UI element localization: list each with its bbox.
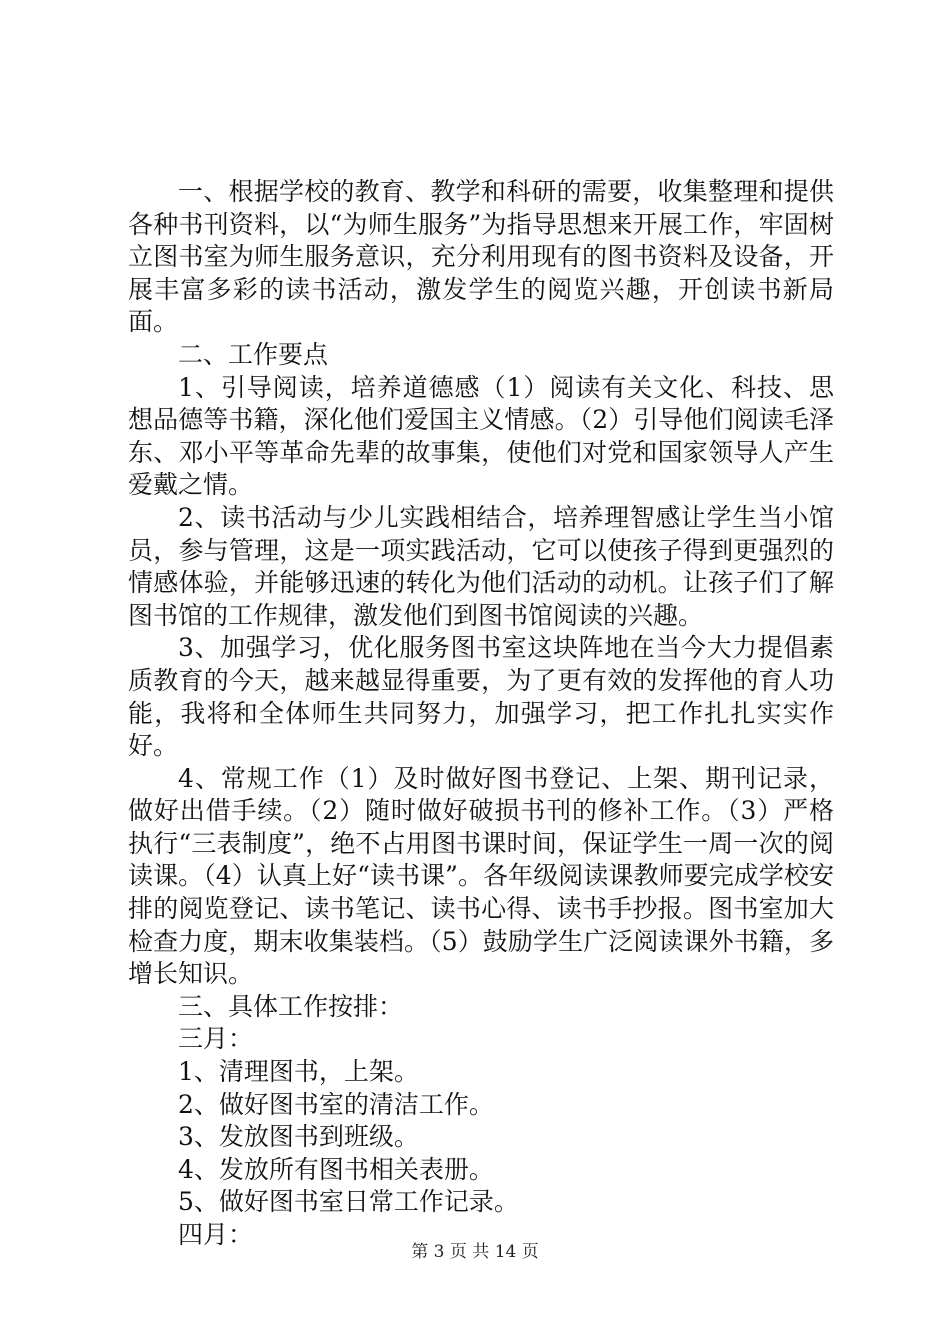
list-item: 1、清理图书，上架。 [178,1057,419,1087]
document-body [128,176,834,1252]
section-heading-schedule: 三、具体工作按排： [178,991,404,1021]
list-item: 4、发放所有图书相关表册。 [178,1154,494,1184]
paragraph-point-1: 1、引导阅读，培养道德感（1）阅读有关文化、科技、思想品德等书籍，深化他们爱国主义情感。（2）引导他们阅读毛泽东、邓小平等革命先辈的故事集，使他们对党和国家领导人产生爱戴之情。 [128,372,834,500]
section-heading-work-points: 二、工作要点 [178,339,329,369]
month-heading-april: 四月： [178,1220,254,1249]
paragraph-point-2: 2、读书活动与少儿实践相结合，培养理智感让学生当小馆员，参与管理，这是一项实践活动，它可以使孩子得到更强烈的情感体验，并能够迅速的转化为他们活动的动机。让孩子们了解图书馆的工作规律，激发他们到图书馆阅读的兴趣。 [128,502,834,630]
list-item: 2、做好图书室的清洁工作。 [178,1089,494,1119]
paragraph-intro: 一、根据学校的教育、教学和科研的需要，收集整理和提供各种书刊资料，以“为师生服务”为指导思想来开展工作，牢固树立图书室为师生服务意识，充分利用现有的图书资料及设备，开展丰富多彩的读书活动，激发学生的阅览兴趣，开创读书新局面。 [128,177,834,337]
paragraph-point-3: 3、加强学习，优化服务图书室这块阵地在当今大力提倡素质教育的今天，越来越显得重要，为了更有效的发挥他的育人功能，我将和全体师生共同努力，加强学习，把工作扎扎实实作好。 [128,633,834,761]
paragraph-point-4: 4、常规工作（1）及时做好图书登记、上架、期刊记录，做好出借手续。（2）随时做好破损书刊的修补工作。（3）严格执行“三表制度”，绝不占用图书课时间，保证学生一周一次的阅读课。（4）认真上好“读书课”。各年级阅读课教师要完成学校安排的阅览登记、读书笔记、读书心得、读书手抄报。图书室加大检查力度，期末收集装档。（5）鼓励学生广泛阅读课外书籍，多增长知识。 [128,763,834,989]
month-heading-march: 三月： [178,1024,254,1054]
list-item: 5、做好图书室日常工作记录。 [178,1187,519,1217]
page-number-footer: 第 3 页 共 14 页 [411,1242,539,1262]
list-item: 3、发放图书到班级。 [178,1122,419,1152]
